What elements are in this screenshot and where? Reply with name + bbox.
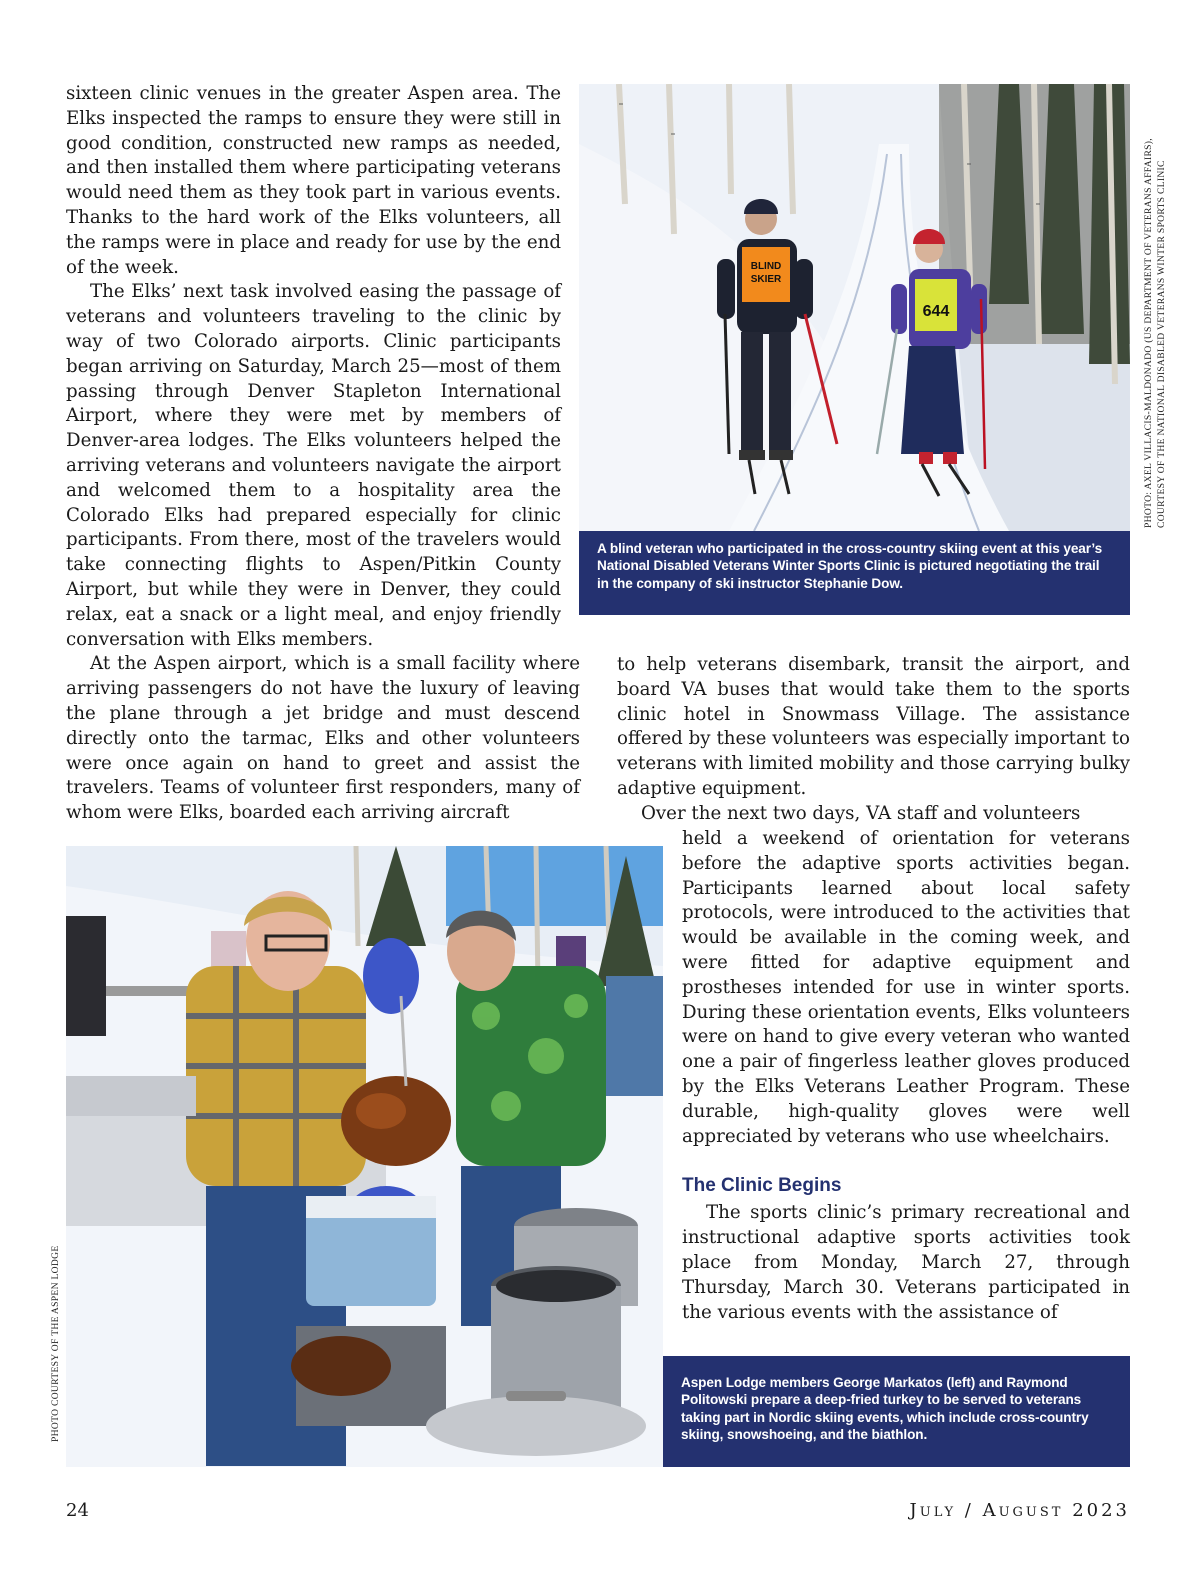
credit-line: COURTESY OF THE NATIONAL DISABLED VETERANS WINTER SPORTS CLINIC bbox=[1156, 160, 1167, 528]
page-number: 24 bbox=[66, 1500, 89, 1521]
paragraph: to help veterans disembark, transit the airport, and board VA buses that would take them to the sports clinic hotel in Snowmass Village. The assistance offered by these volunteers was especially important to veterans with limited mobility and those carrying bulky adaptive equipment. bbox=[617, 654, 1130, 799]
section-heading: The Clinic Begins bbox=[682, 1175, 842, 1197]
photo-caption bbox=[663, 1356, 1130, 1467]
paragraph: Over the next two days, VA staff and volunteers bbox=[641, 802, 1081, 824]
credit-line: PHOTO: AXEL VILLACIS-MALDONADO (US DEPARTMENT OF VETERANS AFFAIRS), bbox=[1143, 138, 1154, 528]
paragraph: held a weekend of orientation for veterans before the adaptive sports activities began. Participants learned about local safety protocols, were introduced to the activities that would be available in the coming week, and were fitted for adaptive equipment and prostheses intended for use in winter sports. During these orientation events, Elks volunteers were on hand to give every veteran who wanted one a pair of fingerless leather gloves produced by the Elks Veterans Leather Program. These durable, high-quality gloves were well appreciated by veterans who use wheelchairs. bbox=[682, 828, 1130, 1147]
photo-turkey-frying bbox=[66, 846, 663, 1467]
bib-number: 644 bbox=[922, 303, 950, 320]
paragraph: At the Aspen airport, which is a small facility where arriving passengers do not have the luxury of leaving the plane through a jet bridge and must descend directly onto the tarmac, Elks and other volunteers were once again on hand to greet and assist the travelers. Teams of volunteer first responders, many of whom were Elks, boarded each arriving aircraft bbox=[66, 653, 580, 824]
photo-caption bbox=[579, 531, 1130, 615]
paragraph: The Elks’ next task involved easing the passage of veterans and volunteers traveling to the clinic by way of two Colorado airports. Clinic participants began arriving on Saturday, March 25—most of them passing through Denver Stapleton International Airport, where they were met by members of Denver-area lodges. The Elks volunteers helped the arriving veterans and volunteers navigate the airport and welcomed them to a hospitality area the Colorado Elks had prepared especially for clinic participants. From there, most of the travelers would take connecting flights to Aspen/Pitkin County Airport, but while they were in Denver, they could relax, eat a snack or a light meal, and enjoy friendly conversation with Elks members. bbox=[66, 281, 561, 650]
caption-text: Aspen Lodge members George Markatos (left) and Raymond Politowski prepare a deep-fried turkey to be served to veterans taking part in Nordic skiing events, which include cross-country skiing, snowshoeing, and the biathlon. bbox=[681, 1375, 1089, 1443]
caption-text: A blind veteran who participated in the cross-country skiing event at this year’s National Disabled Veterans Winter Sports Clinic is pictured negotiating the trail in the company of ski instructor Stephanie Dow. bbox=[597, 541, 1103, 591]
bib-text: BLIND bbox=[750, 261, 782, 272]
bib-text: SKIER bbox=[750, 274, 782, 285]
paragraph: The sports clinic’s primary recreational and instructional adaptive sports activities took place from Monday, March 27, through Thursday, March 30. Veterans participated in the various events with the assistance of bbox=[682, 1202, 1130, 1323]
issue-label: July / August 2023 bbox=[909, 1500, 1130, 1521]
photo-cross-country-skiers bbox=[579, 84, 1130, 531]
article-column-right-lower bbox=[682, 827, 1130, 1325]
paragraph: sixteen clinic venues in the greater Aspen area. The Elks inspected the ramps to ensure they were still in good condition, constructed new ramps as needed, and then installed them where participating veterans would need them as they took part in various events. Thanks to the hard work of the Elks volunteers, all the ramps were in place and ready for use by the end of the week. bbox=[66, 83, 561, 278]
photo-credit bbox=[1142, 138, 1168, 528]
credit-line: PHOTO COURTESY OF THE ASPEN LODGE bbox=[50, 1245, 61, 1442]
article-column-left bbox=[66, 82, 580, 826]
photo-credit bbox=[50, 1245, 61, 1442]
article-column-right bbox=[617, 653, 1130, 827]
